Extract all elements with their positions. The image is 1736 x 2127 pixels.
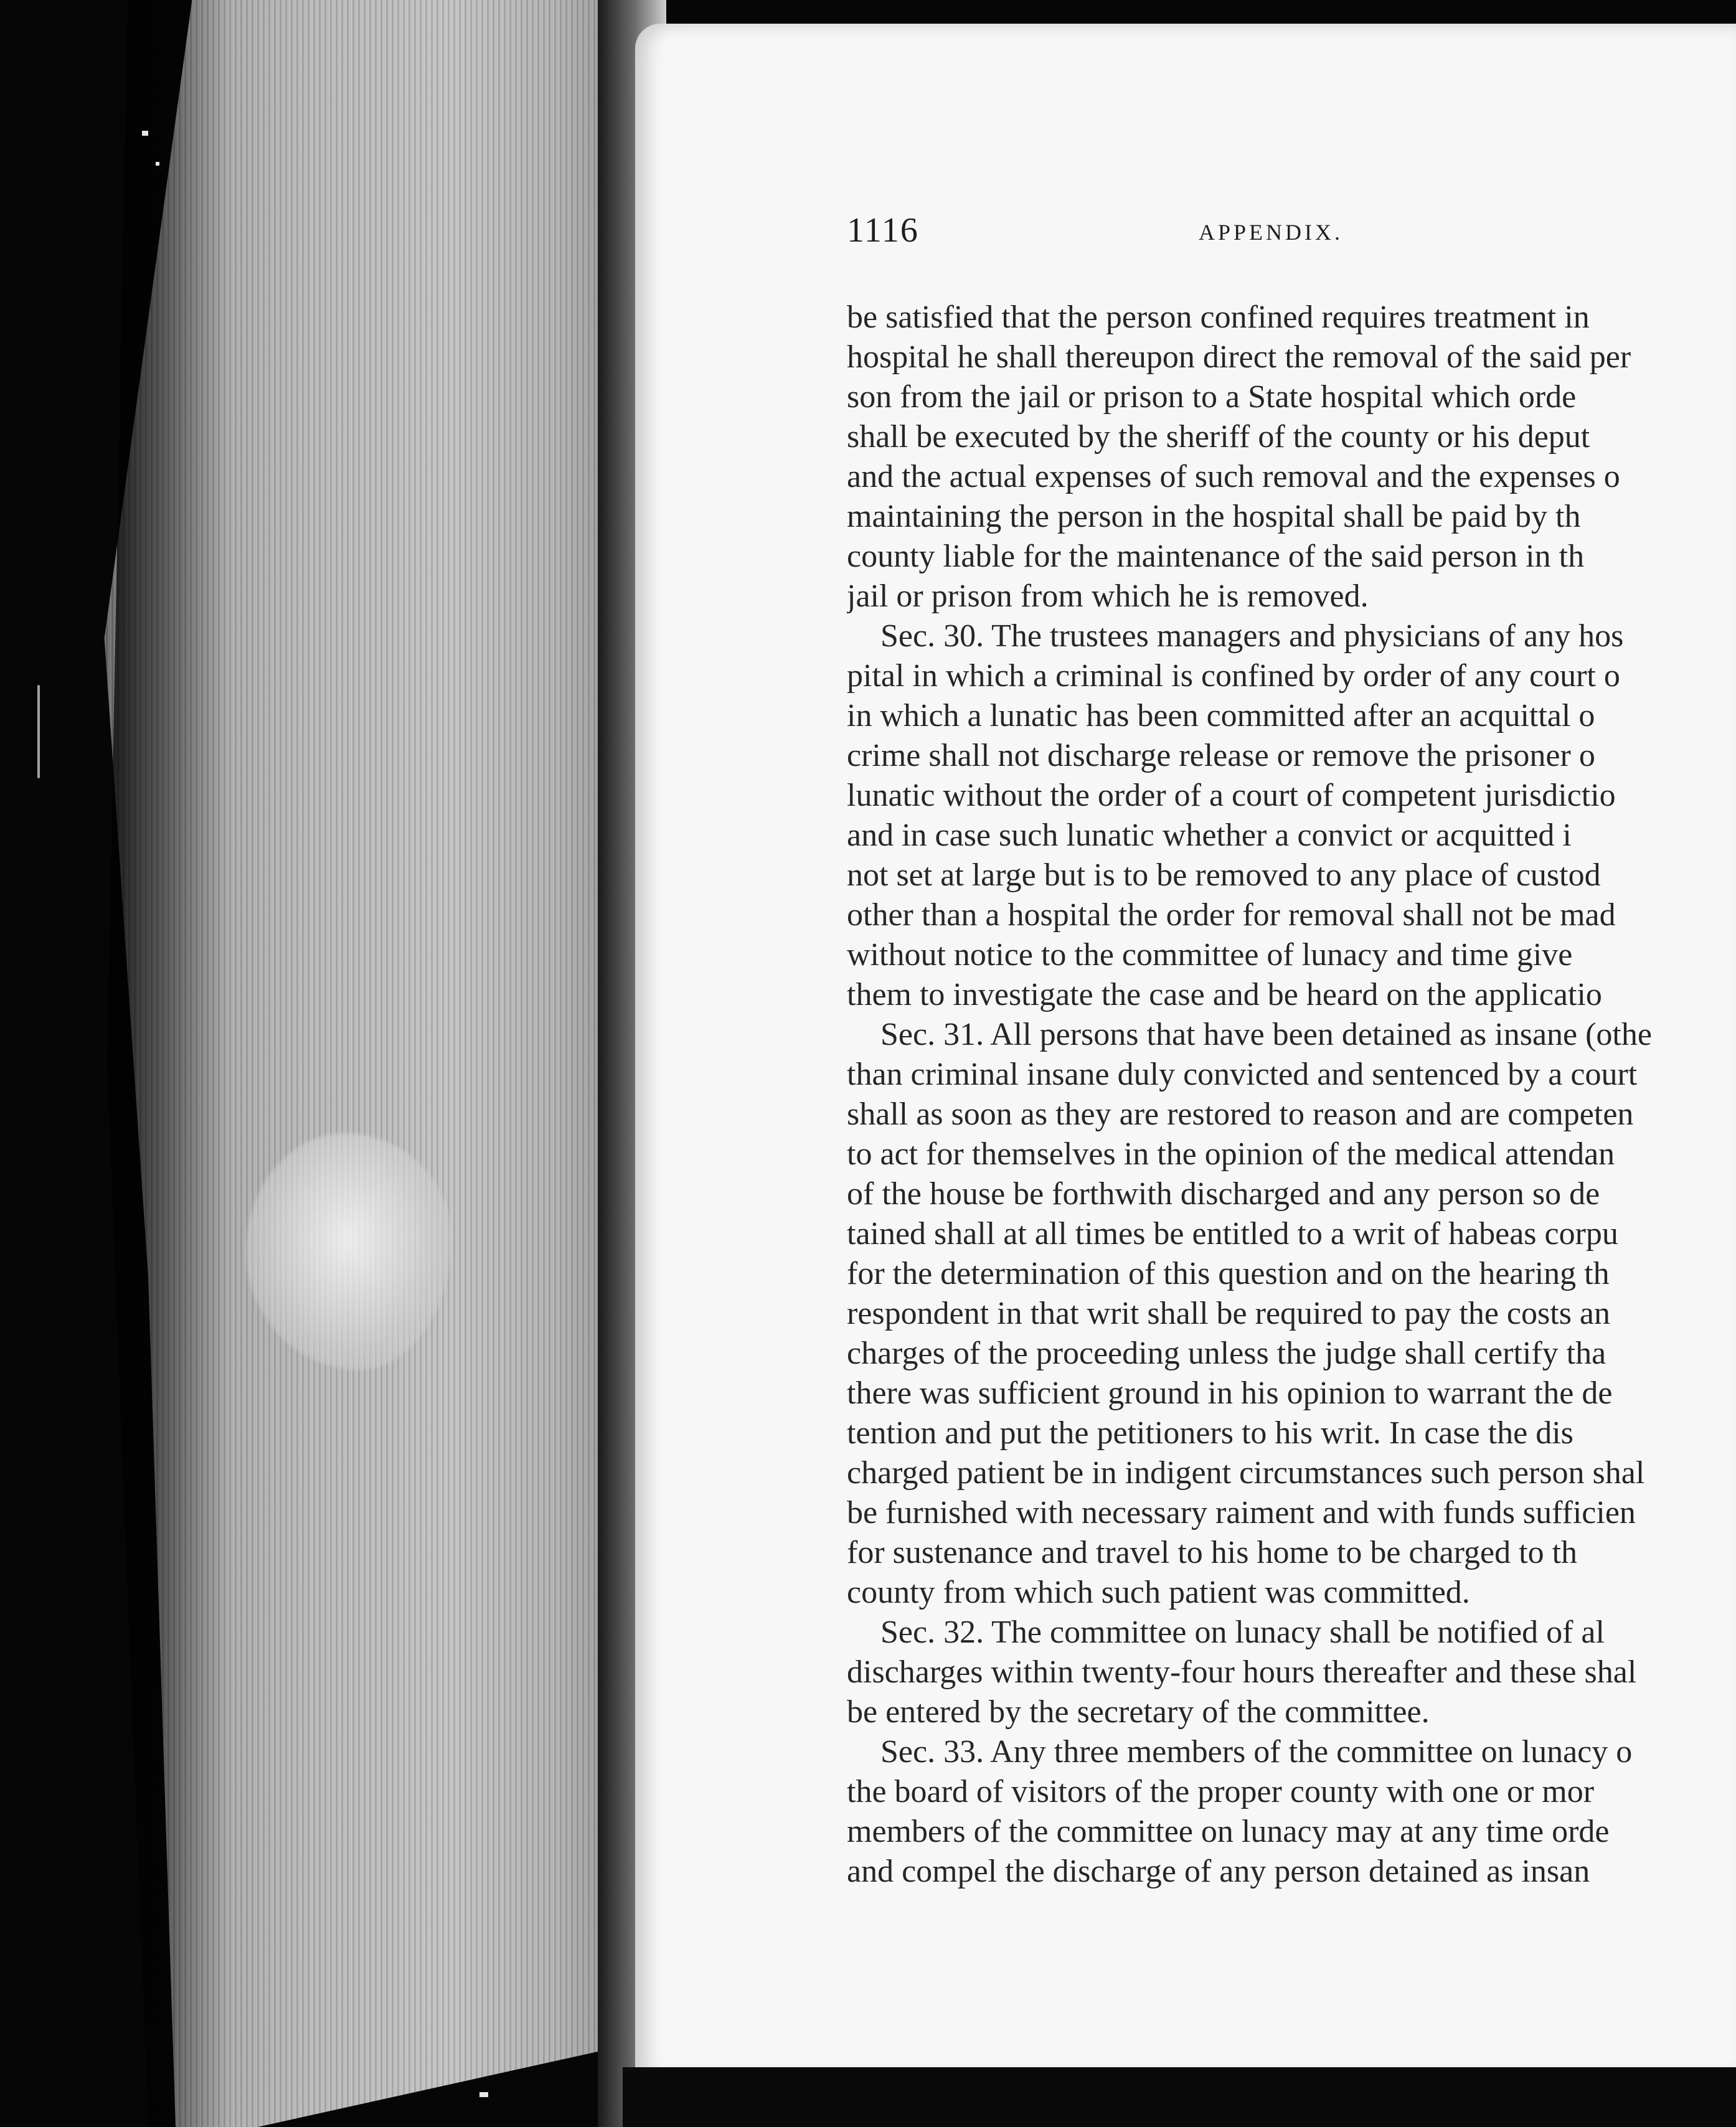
text-line: pital in which a criminal is confined by order of any court o [847, 658, 1620, 694]
text-line: and in case such lunatic whether a convict or acquitted i [847, 818, 1572, 853]
text-line: there was sufficient ground in his opinion to warrant the de [847, 1375, 1613, 1411]
body-text [847, 298, 1736, 1892]
text-line: shall as soon as they are restored to reason and are competen [847, 1097, 1634, 1132]
text-line: hospital he shall thereupon direct the removal of the said per [847, 339, 1631, 375]
fore-edge-shadow [93, 0, 230, 2127]
text-line: and compel the discharge of any person detained as insan [847, 1854, 1590, 1889]
text-line: tention and put the petitioners to his writ. In case the dis [847, 1415, 1573, 1451]
dust-speck [156, 162, 159, 166]
running-title: APPENDIX. [1199, 220, 1344, 245]
text-line: respondent in that writ shall be required to pay the costs an [847, 1296, 1611, 1331]
page-number: 1116 [847, 211, 919, 250]
text-line: county from which such patient was committed. [847, 1575, 1470, 1610]
text-line: be satisfied that the person confined requires treatment in [847, 299, 1590, 335]
text-line: charged patient be in indigent circumstances such person shal [847, 1455, 1645, 1491]
dust-speck [479, 2092, 488, 2097]
text-line: county liable for the maintenance of the said person in th [847, 539, 1585, 574]
section-31-start: Sec. 31. All persons that have been detained as insane (othe [880, 1017, 1652, 1052]
section-33-start: Sec. 33. Any three members of the committee on lunacy o [880, 1734, 1633, 1770]
dust-speck [142, 131, 148, 136]
lower-shadow [623, 2067, 1736, 2127]
text-line: tained shall at all times be entitled to a writ of habeas corpu [847, 1216, 1618, 1252]
section-30-start: Sec. 30. The trustees managers and physicians of any hos [880, 618, 1624, 654]
printed-page [635, 24, 1736, 2078]
text-line: jail or prison from which he is removed. [847, 578, 1369, 614]
text-line: in which a lunatic has been committed after an acquittal o [847, 698, 1595, 733]
text-line: shall be executed by the sheriff of the county or his deput [847, 419, 1590, 455]
fiber-mark [37, 685, 40, 778]
text-line: other than a hospital the order for removal shall not be mad [847, 897, 1616, 933]
text-line: members of the committee on lunacy may at any time orde [847, 1814, 1610, 1849]
text-line: than criminal insane duly convicted and sentenced by a court [847, 1057, 1638, 1092]
text-line: the board of visitors of the proper county with one or mor [847, 1774, 1595, 1809]
text-line: maintaining the person in the hospital shall be paid by th [847, 499, 1581, 534]
text-line: without notice to the committee of lunacy and time give [847, 937, 1573, 973]
running-head [847, 210, 1736, 266]
text-line: be entered by the secretary of the committee. [847, 1694, 1430, 1730]
text-line: for the determination of this question and on the hearing th [847, 1256, 1610, 1291]
text-line: of the house be forthwith discharged and any person so de [847, 1176, 1600, 1212]
text-line: and the actual expenses of such removal and the expenses o [847, 459, 1620, 494]
text-line: be furnished with necessary raiment and with funds sufficien [847, 1495, 1636, 1530]
text-line: for sustenance and travel to his home to be charged to th [847, 1535, 1578, 1570]
text-line: not set at large but is to be removed to any place of custod [847, 857, 1601, 893]
section-32-start: Sec. 32. The committee on lunacy shall be notified of al [880, 1615, 1605, 1650]
text-line: them to investigate the case and be heard on the applicatio [847, 977, 1602, 1012]
text-line: son from the jail or prison to a State hospital which orde [847, 379, 1577, 415]
text-line: charges of the proceeding unless the judge shall certify tha [847, 1336, 1606, 1371]
text-line: to act for themselves in the opinion of the medical attendan [847, 1136, 1615, 1172]
text-line: crime shall not discharge release or remove the prisoner o [847, 738, 1595, 773]
text-line: discharges within twenty-four hours thereafter and these shal [847, 1654, 1637, 1690]
text-line: lunatic without the order of a court of competent jurisdictio [847, 778, 1616, 813]
